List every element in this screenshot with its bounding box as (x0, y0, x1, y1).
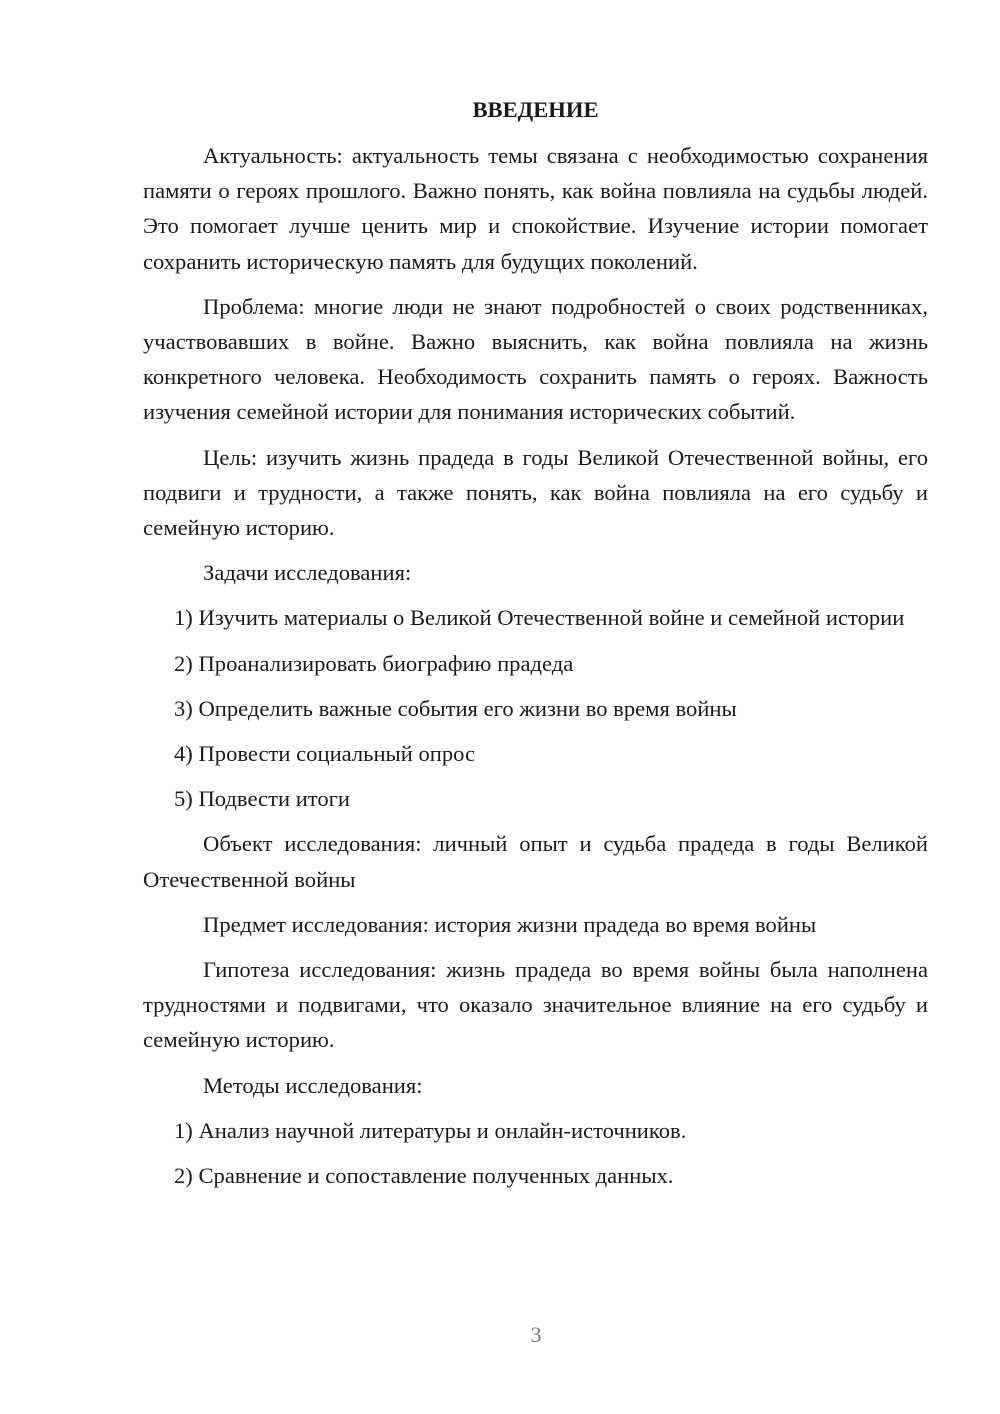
paragraph-object: Объект исследования: личный опыт и судьба прадеда в годы Великой Отечественной войны (143, 831, 928, 892)
task-item-5: 5) Подвести итоги (174, 786, 351, 812)
paragraph-goal: Цель: изучить жизнь прадеда в годы Великой Отечественной войны, его подвиги и трудности, а также понять, как война повлияла на его судьбу и семейную историю. (143, 444, 928, 541)
task-item-3: 3) Определить важные события его жизни во время войны (174, 695, 737, 721)
paragraph-hypothesis: Гипотеза исследования: жизнь прадеда во время войны была наполнена трудностями и подвигами, что оказало значительное влияние на его судьбу и семейную историю. (143, 957, 928, 1053)
task-item-1: 1) Изучить материалы о Великой Отечественной войне и семейной истории (174, 605, 905, 631)
document-page (143, 92, 928, 1203)
section-heading: ВВЕДЕНИЕ (472, 97, 599, 122)
paragraph-problem: Проблема: многие люди не знают подробностей о своих родственниках, участвовавших в войне. Важно выяснить, как война повлияла на жизнь конкретного человека. Необходимость сохранить память о героях. Важность изучения семейной истории для понимания исторических событий. (143, 293, 928, 425)
tasks-heading: Задачи исследования: (203, 560, 412, 586)
method-item-2: 2) Сравнение и сопоставление полученных данных. (174, 1163, 674, 1189)
paragraph-relevance: Актуальность: актуальность темы связана с необходимостью сохранения памяти о героях прошлого. Важно понять, как война повлияла на судьбы людей. Это помогает лучше ценить мир и спокойствие. Изучение истории помогает сохранить историческую память для будущих поколений. (143, 143, 928, 274)
methods-heading: Методы исследования: (203, 1072, 423, 1098)
paragraph-subject: Предмет исследования: история жизни прадеда во время войны (203, 911, 817, 937)
page-number: 3 (530, 1322, 542, 1347)
task-item-4: 4) Провести социальный опрос (174, 741, 476, 767)
method-item-1: 1) Анализ научной литературы и онлайн-источников. (174, 1117, 687, 1143)
task-item-2: 2) Проанализировать биографию прадеда (174, 650, 574, 676)
